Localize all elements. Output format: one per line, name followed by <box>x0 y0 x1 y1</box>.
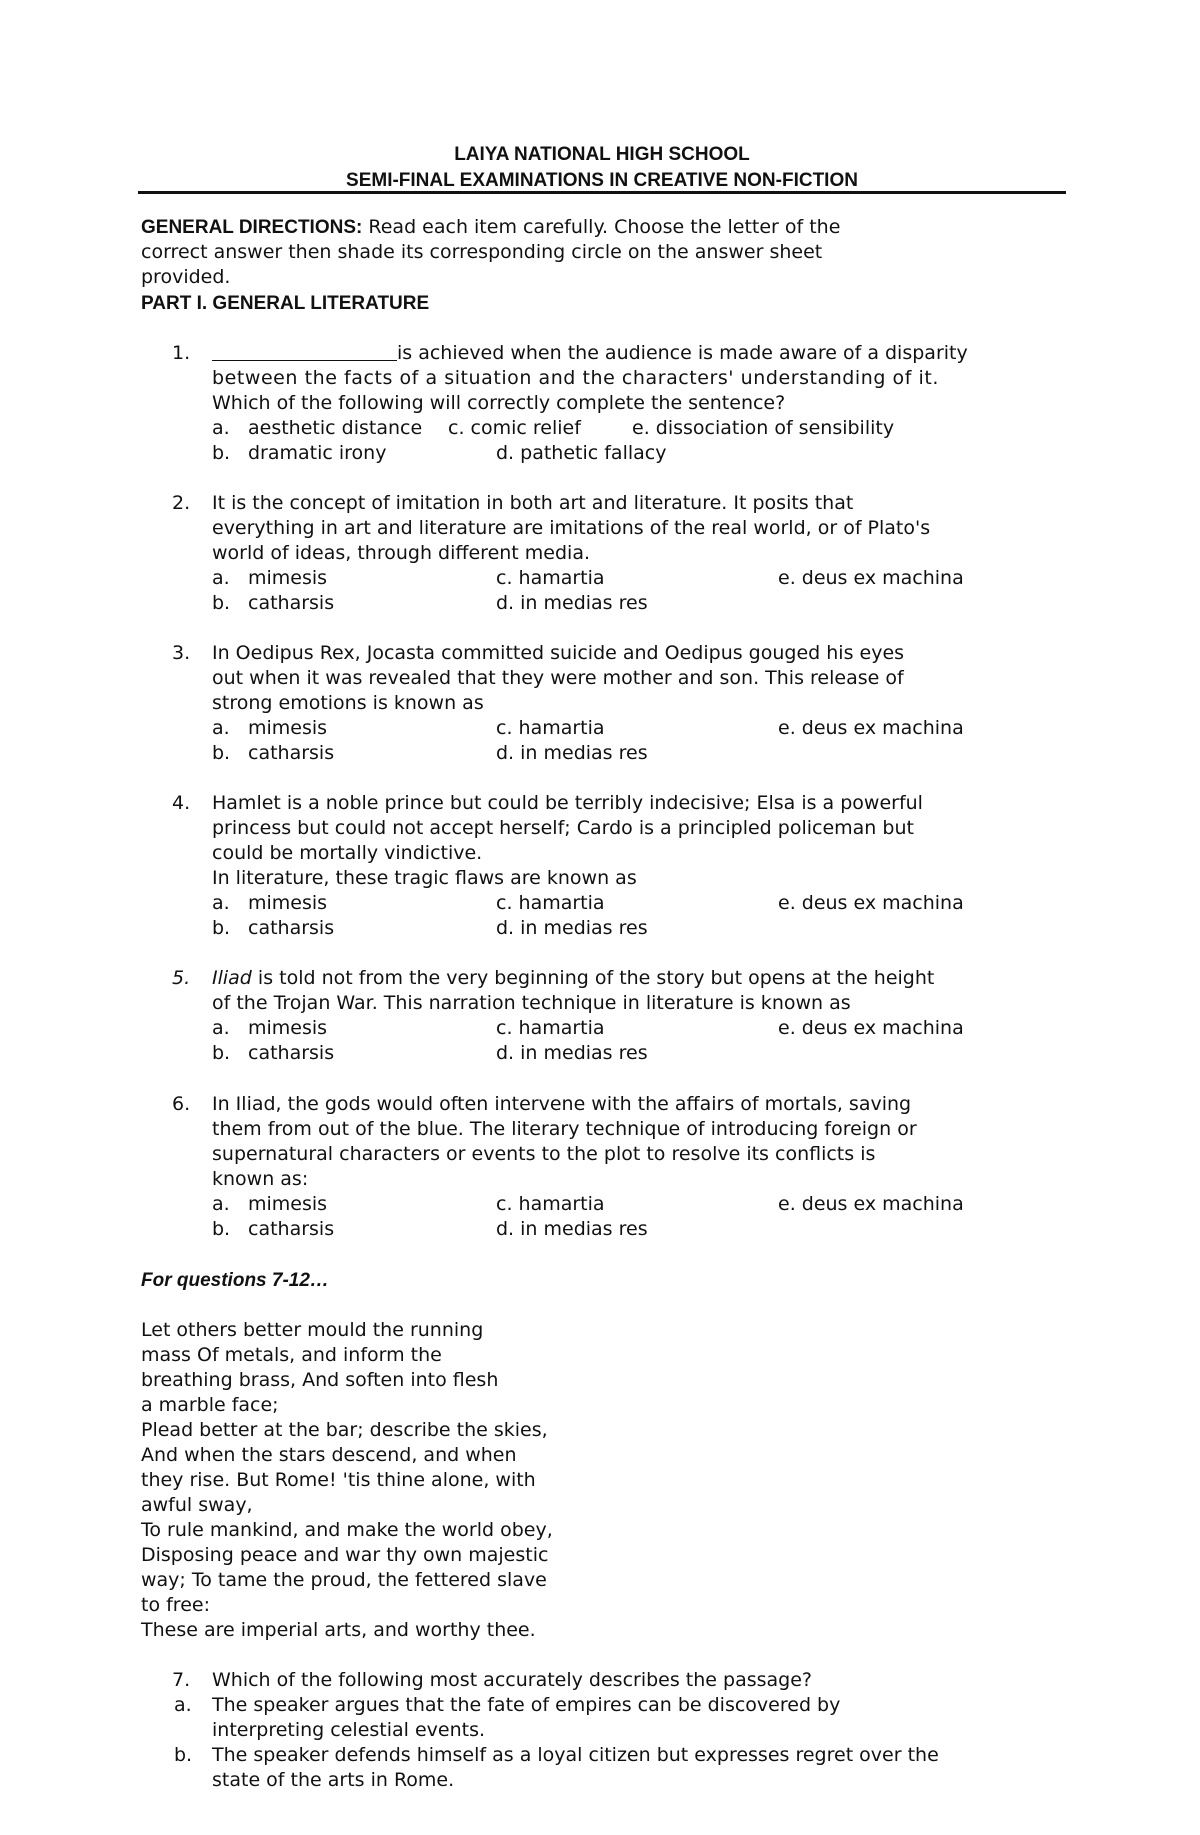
q4-line-3: could be mortally vindictive. <box>212 842 483 864</box>
question-number: 3. <box>172 642 191 664</box>
option-text: c. comic relief <box>448 417 581 439</box>
question-number: 4. <box>172 792 191 814</box>
directions-text-3: provided. <box>141 266 231 288</box>
option-text: dramatic irony <box>248 442 387 464</box>
option-text: mimesis <box>248 1017 328 1039</box>
option-text: The speaker defends himself as a loyal citizen but expresses regret over the <box>212 1744 939 1766</box>
q1-options <box>212 416 1072 466</box>
q5-line-2: of the Trojan War. This narration technique in literature is known as <box>212 992 851 1014</box>
option-letter: a. <box>212 1017 230 1039</box>
q2-line-3: world of ideas, through different media. <box>212 542 591 564</box>
poem-line: awful sway, <box>141 1494 253 1516</box>
option-text: c. hamartia <box>496 892 605 914</box>
option-text: d. pathetic fallacy <box>496 442 667 464</box>
poem-line: Disposing peace and war thy own majestic <box>141 1544 549 1566</box>
option-text: e. deus ex machina <box>778 567 964 589</box>
question-number: 1. <box>172 342 191 364</box>
answer-blank <box>212 342 397 361</box>
q1-line-3: Which of the following will correctly complete the sentence? <box>212 392 786 414</box>
question-6 <box>172 1092 1072 1242</box>
part-title: PART I. GENERAL LITERATURE <box>141 293 430 314</box>
exam-header <box>138 142 1066 194</box>
option-text: d. in medias res <box>496 1042 648 1064</box>
q6-line-4: known as: <box>212 1168 309 1190</box>
q1-line-2: between the facts of a situation and the characters' understanding of it. <box>212 367 939 389</box>
option-text: mimesis <box>248 717 328 739</box>
option-text: The speaker argues that the fate of empires can be discovered by <box>212 1694 841 1716</box>
option-text: e. deus ex machina <box>778 892 964 914</box>
question-number: 5. <box>172 967 191 989</box>
exam-title: SEMI-FINAL EXAMINATIONS IN CREATIVE NON-FICTION <box>346 170 858 191</box>
option-text: c. hamartia <box>496 1017 605 1039</box>
q2-options <box>212 566 1072 616</box>
q6-line-3: supernatural characters or events to the plot to resolve its conflicts is <box>212 1143 876 1165</box>
poem-line: breathing brass, And soften into flesh <box>141 1369 499 1391</box>
general-directions <box>141 215 981 290</box>
poem-line: Plead better at the bar; describe the skies, <box>141 1419 548 1441</box>
directions-label: GENERAL DIRECTIONS: <box>141 217 363 238</box>
option-text: c. hamartia <box>496 567 605 589</box>
q6-line-2: them from out of the blue. The literary technique of introducing foreign or <box>212 1118 917 1140</box>
q4-options <box>212 891 1072 941</box>
header-divider <box>138 191 1066 194</box>
q7-option-b <box>174 1743 1072 1793</box>
question-4 <box>172 791 1072 941</box>
q3-line-1: In Oedipus Rex, Jocasta committed suicide and Oedipus gouged his eyes <box>212 642 905 664</box>
option-text: c. hamartia <box>496 1193 605 1215</box>
q6-options <box>212 1192 1072 1242</box>
poem-line: to free: <box>141 1594 210 1616</box>
option-text: d. in medias res <box>496 917 648 939</box>
option-text: d. in medias res <box>496 1218 648 1240</box>
question-number: 6. <box>172 1093 191 1115</box>
question-2 <box>172 491 1072 616</box>
poem-line: These are imperial arts, and worthy thee. <box>141 1619 536 1641</box>
question-7 <box>172 1668 1072 1793</box>
q7-option-a <box>174 1693 1072 1743</box>
q4-line-4: In literature, these tragic flaws are known as <box>212 867 637 889</box>
option-text: e. dissociation of sensibility <box>632 417 895 439</box>
option-text: e. deus ex machina <box>778 1017 964 1039</box>
q5-line-1: is told not from the very beginning of the story but opens at the height <box>251 967 935 989</box>
q4-line-1: Hamlet is a noble prince but could be terribly indecisive; Elsa is a powerful <box>212 792 923 814</box>
q5-title-italic: Iliad <box>212 967 252 989</box>
option-text: catharsis <box>248 1218 335 1240</box>
q2-line-2: everything in art and literature are imitations of the real world, or of Plato's <box>212 517 931 539</box>
option-text: catharsis <box>248 917 335 939</box>
option-letter: a. <box>174 1694 192 1716</box>
poem-line: Let others better mould the running <box>141 1319 484 1341</box>
option-letter: b. <box>212 917 231 939</box>
question-3 <box>172 641 1072 766</box>
option-text: mimesis <box>248 892 328 914</box>
option-text: e. deus ex machina <box>778 717 964 739</box>
q6-line-1: In Iliad, the gods would often intervene with the affairs of mortals, saving <box>212 1093 912 1115</box>
option-letter: b. <box>174 1744 193 1766</box>
option-text: d. in medias res <box>496 742 648 764</box>
poem-line: To rule mankind, and make the world obey, <box>141 1519 553 1541</box>
poem-line: way; To tame the proud, the fettered slave <box>141 1569 547 1591</box>
question-number: 2. <box>172 492 191 514</box>
option-text: c. hamartia <box>496 717 605 739</box>
q3-options <box>212 716 1072 766</box>
option-letter: b. <box>212 442 231 464</box>
option-letter: a. <box>212 717 230 739</box>
option-text: catharsis <box>248 742 335 764</box>
option-text: state of the arts in Rome. <box>212 1769 455 1791</box>
option-letter: a. <box>212 1193 230 1215</box>
option-letter: a. <box>212 567 230 589</box>
poem-line: And when the stars descend, and when <box>141 1444 517 1466</box>
q2-line-1: It is the concept of imitation in both art and literature. It posits that <box>212 492 854 514</box>
q7-line-1: Which of the following most accurately describes the passage? <box>212 1669 812 1691</box>
option-letter: b. <box>212 1042 231 1064</box>
poem-line: a marble face; <box>141 1394 279 1416</box>
option-text: mimesis <box>248 1193 328 1215</box>
q3-line-3: strong emotions is known as <box>212 692 484 714</box>
school-name: LAIYA NATIONAL HIGH SCHOOL <box>454 144 750 165</box>
option-letter: a. <box>212 417 230 439</box>
q4-line-2: princess but could not accept herself; Cardo is a principled policeman but <box>212 817 914 839</box>
question-5 <box>172 966 1072 1066</box>
option-text: e. deus ex machina <box>778 1193 964 1215</box>
q1-line-1: is achieved when the audience is made aware of a disparity <box>397 342 968 364</box>
option-text: aesthetic distance <box>248 417 423 439</box>
passage-intro: For questions 7-12… <box>141 1270 329 1291</box>
question-1 <box>172 341 1072 466</box>
option-letter: b. <box>212 1218 231 1240</box>
option-letter: b. <box>212 592 231 614</box>
option-text: d. in medias res <box>496 592 648 614</box>
q5-options <box>212 1016 1072 1066</box>
option-text: catharsis <box>248 1042 335 1064</box>
poem-line: mass Of metals, and inform the <box>141 1344 442 1366</box>
option-text: catharsis <box>248 592 335 614</box>
poem-line: they rise. But Rome! 'tis thine alone, with <box>141 1469 536 1491</box>
option-text: interpreting celestial events. <box>212 1719 486 1741</box>
directions-text-2: correct answer then shade its corresponding circle on the answer sheet <box>141 241 823 263</box>
directions-text-1: Read each item carefully. Choose the letter of the <box>362 216 841 238</box>
poem-passage <box>141 1318 641 1643</box>
option-letter: b. <box>212 742 231 764</box>
q3-line-2: out when it was revealed that they were mother and son. This release of <box>212 667 904 689</box>
option-text: mimesis <box>248 567 328 589</box>
option-letter: a. <box>212 892 230 914</box>
question-number: 7. <box>172 1669 191 1691</box>
